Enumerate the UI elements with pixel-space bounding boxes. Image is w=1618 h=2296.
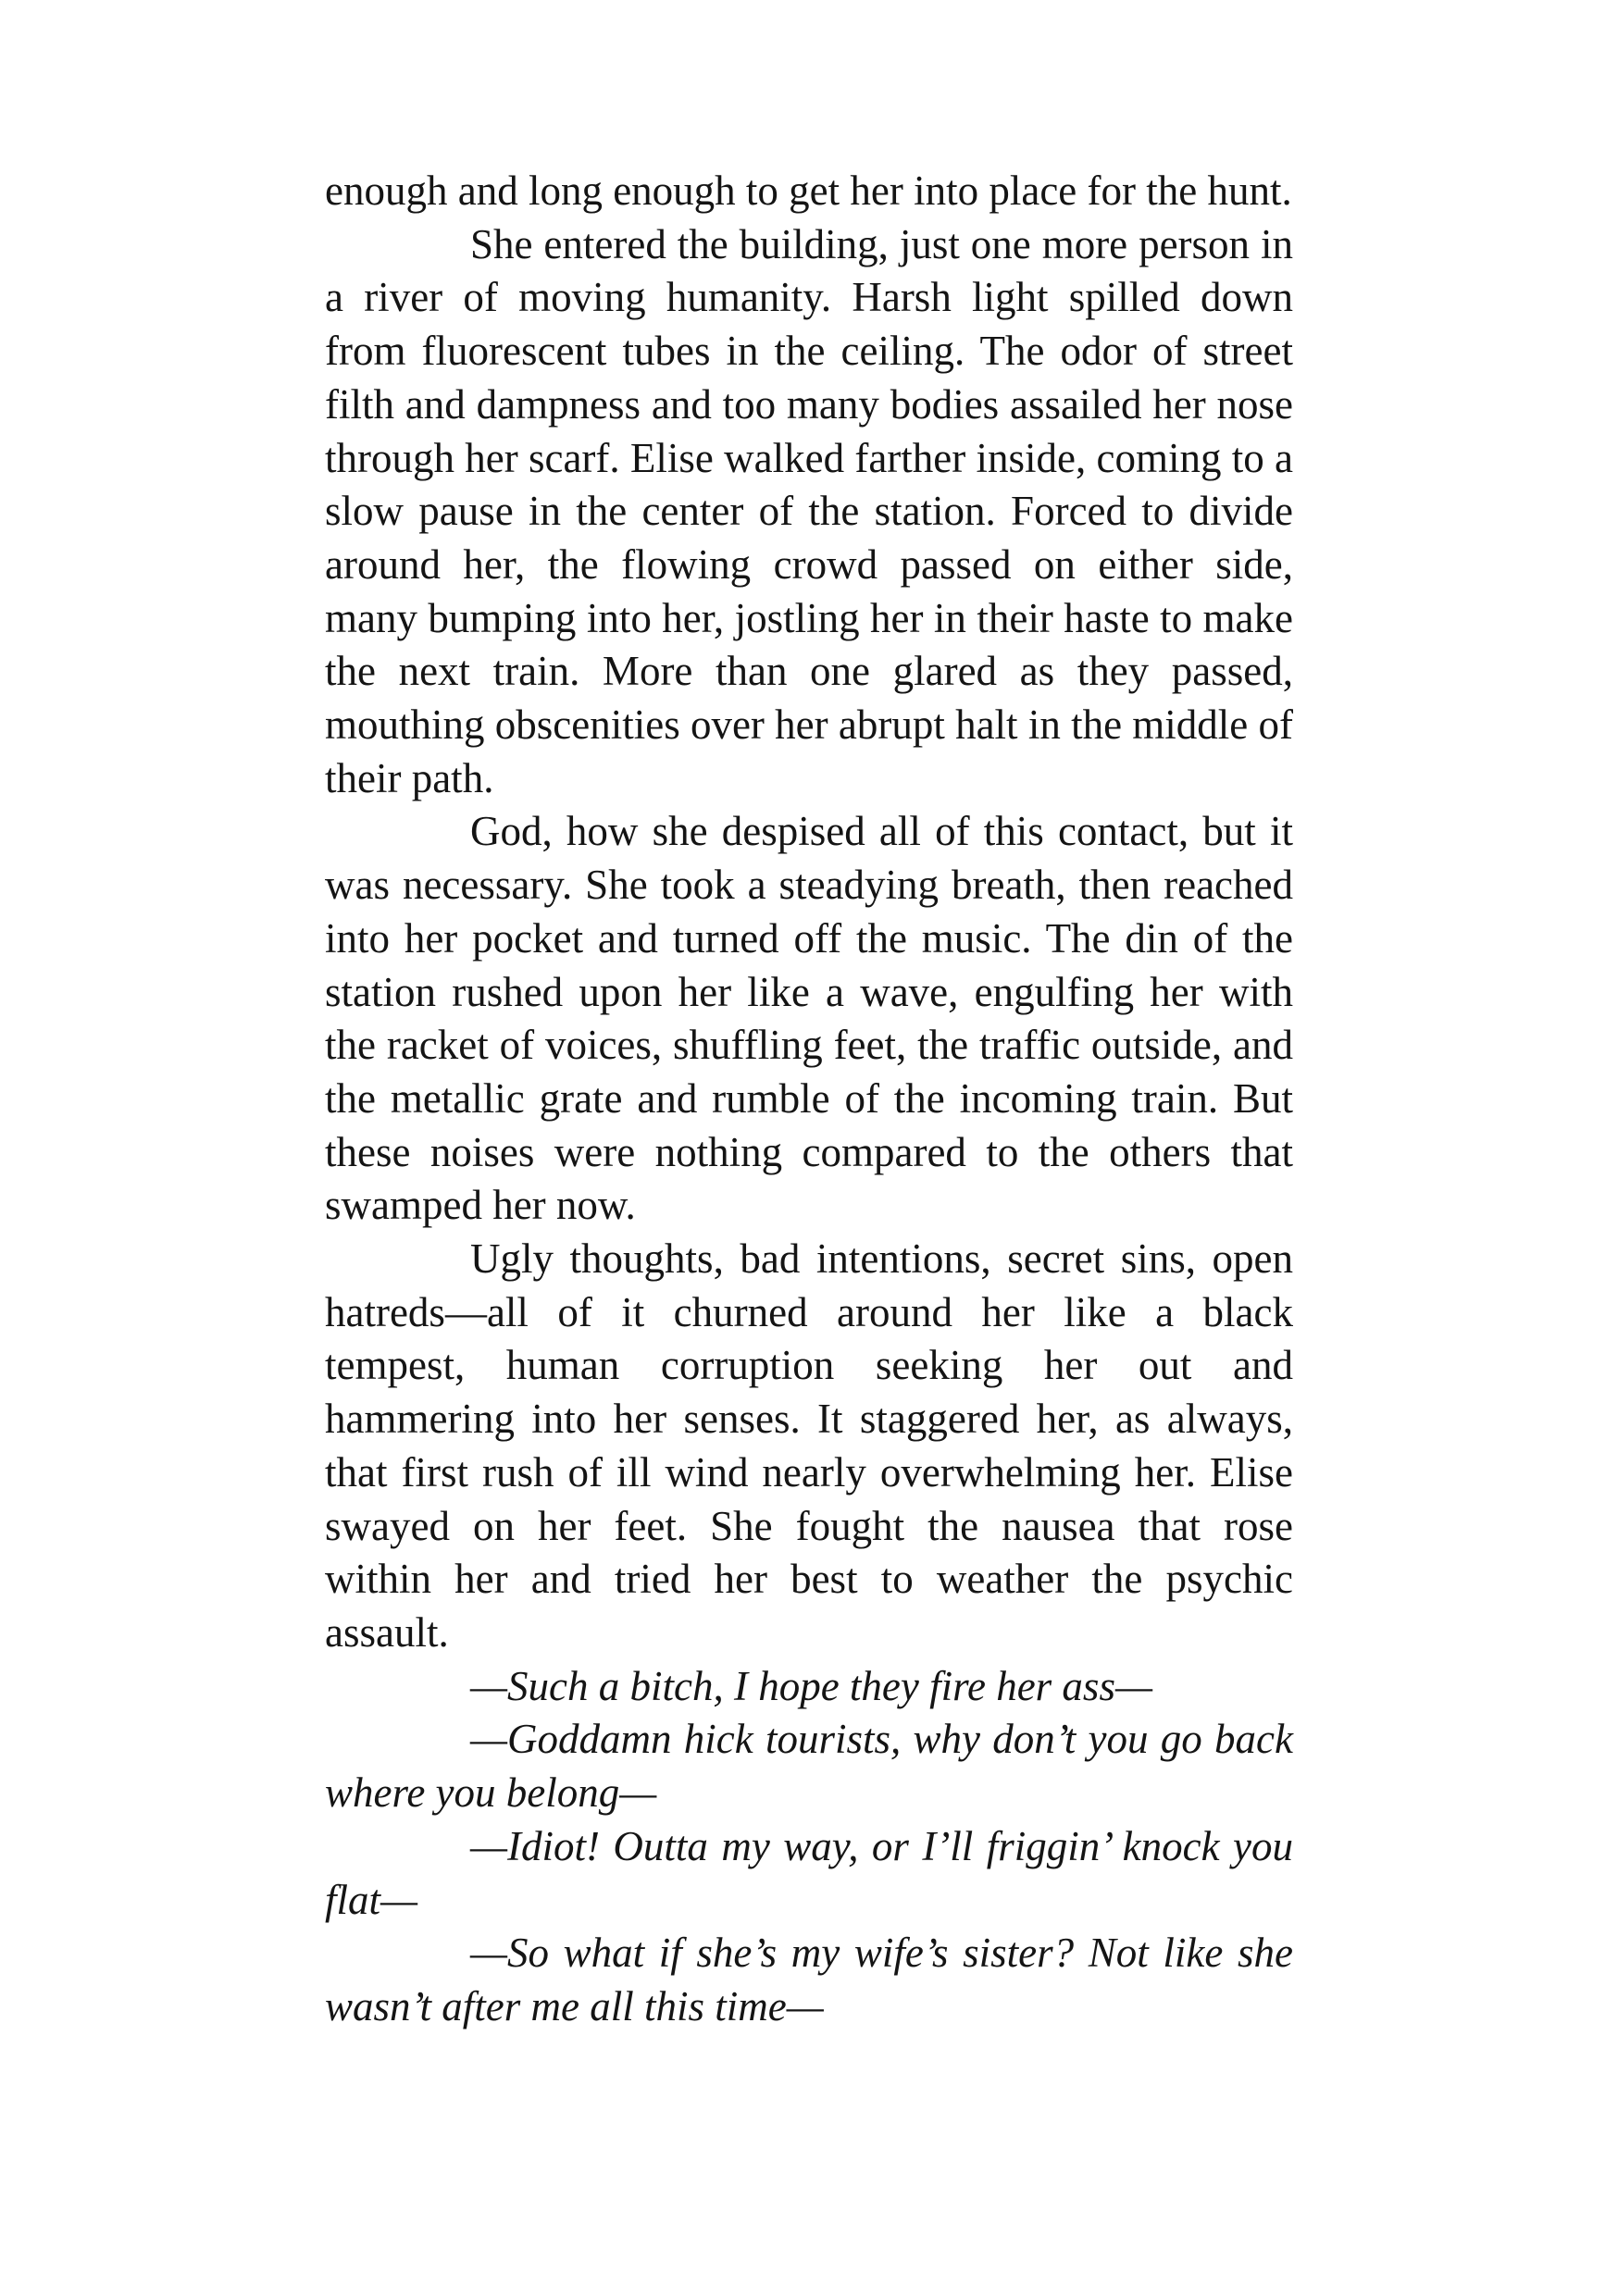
thought-line-4: —So what if she’s my wife’s sister? Not like she wasn’t after me all this time—: [325, 1930, 1293, 2029]
book-page: [325, 165, 1293, 2034]
paragraph-continuation: enough and long enough to get her into place for the hunt.: [325, 168, 1292, 214]
paragraph-contact: God, how she despised all of this contact, but it was necessary. She took a steadying breath, then reached into her pocket and turned off the music. The din of the station rushed upon her like a wave, engulfing her with the racket of voices, shuffling feet, the traffic outside, and the metallic grate and rumble of the incoming train. But these noises were nothing compared to the others that swamped her now.: [325, 808, 1293, 1229]
thought-line-2: —Goddamn hick tourists, why don’t you go back where you belong—: [325, 1716, 1293, 1817]
thought-line-1: —Such a bitch, I hope they fire her ass—: [470, 1662, 1152, 1709]
paragraph-ugly-thoughts: Ugly thoughts, bad intentions, secret sins, open hatreds—all of it churned around her like a black tempest, human corruption seeking her out and hammering into her senses. It staggered her, as always, that first rush of ill wind nearly overwhelming her. Elise swayed on her feet. She fought the nausea that rose within her and tried her best to weather the psychic assault.: [325, 1235, 1293, 1656]
paragraph-station-entry: She entered the building, just one more person in a river of moving humanity. Harsh light spilled down from fluorescent tubes in the ceiling. The odor of street filth and dampness and too many bodies assailed her nose through her scarf. Elise walked farther inside, coming to a slow pause in the center of the station. Forced to divide around her, the flowing crowd passed on either side, many bumping into her, jostling her in their haste to make the next train. More than one glared as they passed, mouthing obscenities over her abrupt halt in the middle of their path.: [325, 220, 1294, 801]
thought-line-3: —Idiot! Outta my way, or I’ll friggin’ knock you flat—: [325, 1822, 1293, 1923]
